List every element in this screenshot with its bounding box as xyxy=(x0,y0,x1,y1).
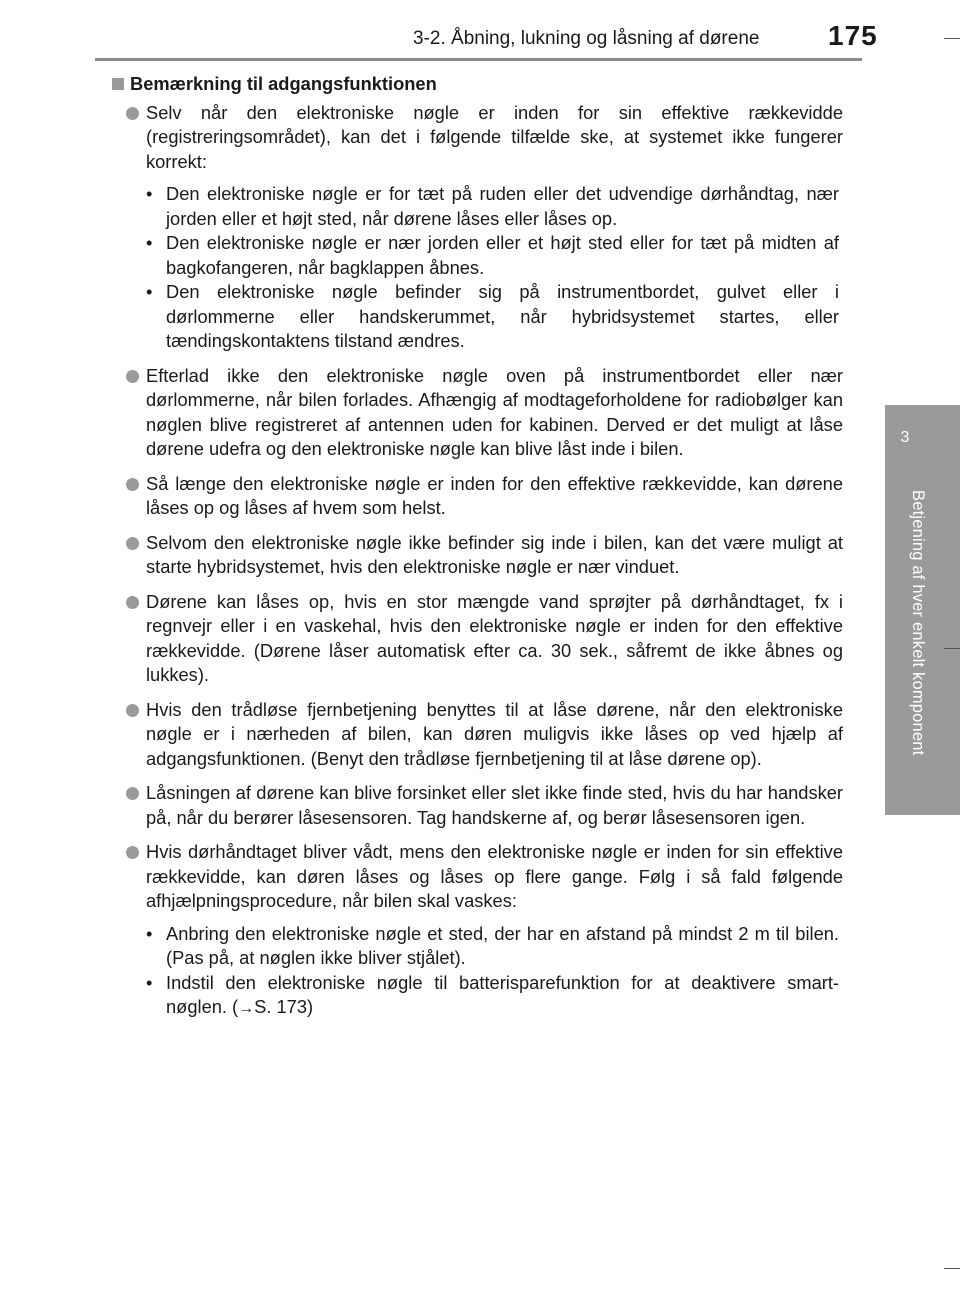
header-rule xyxy=(95,58,862,61)
chapter-number: 3 xyxy=(900,429,910,446)
bullet-dot-icon xyxy=(126,704,139,717)
header-title: 3-2. Åbning, lukning og låsning af dørene xyxy=(413,28,760,49)
item-text: Selv når den elektroniske nøgle er inden for sin effektive rækkevidde (registreringsområdet), kan det i følgende tilfælde ske, at systemet ikke fungerer korrekt: xyxy=(146,101,843,172)
list-item xyxy=(110,698,843,772)
sub-item xyxy=(146,280,839,354)
sub-item xyxy=(146,971,839,1022)
bullet-dot-icon xyxy=(126,787,139,800)
sub-bullet-icon: • xyxy=(146,232,153,253)
item-text: Så længe den elektroniske nøgle er inden for den effektive rækkevidde, kan dørene låses op og låses af hvem som helst. xyxy=(146,472,843,518)
sub-item-text: Den elektroniske nøgle befinder sig på instrumentbordet, gulvet eller i dørlommerne eller handskerummet, når hybridsystemet startes, eller tændingskontaktens tilstand ændres. xyxy=(166,281,839,351)
list-item xyxy=(110,590,843,688)
sub-bullet-icon: • xyxy=(146,183,153,204)
bullet-dot-icon xyxy=(126,478,139,491)
page-header xyxy=(0,0,960,60)
bullet-dot-icon xyxy=(126,370,139,383)
sub-item-text: Den elektroniske nøgle er for tæt på ruden eller det udvendige dørhåndtag, nær jorden eller et højt sted, når dørene låses eller låses op. xyxy=(166,183,839,229)
heading-square-icon xyxy=(112,78,124,90)
sub-item xyxy=(146,231,839,280)
list-item xyxy=(110,781,843,830)
bullet-dot-icon xyxy=(126,537,139,550)
item-text: Hvis den trådløse fjernbetjening benyttes til at låse dørene, når den elektroniske nøgle er i nærheden af bilen, kan døren muligvis ikke låses op ved hjælp af adgangsfunktionen. (Benyt den trådløse fjernbetjening til at låse dørene op). xyxy=(146,698,843,769)
section-heading-text: Bemærkning til adgangsfunktionen xyxy=(130,73,437,94)
sub-item-text: Indstil den elektroniske nøgle til batterisparefunktion for at deaktivere smart-nøglen. ( xyxy=(166,971,839,1017)
list-item xyxy=(110,364,843,462)
item-text: Selvom den elektroniske nøgle ikke befinder sig inde i bilen, kan det være muligt at starte hybridsystemet, hvis den elektroniske nøgle er nær vinduet. xyxy=(146,531,843,577)
item-text: Hvis dørhåndtaget bliver vådt, mens den elektroniske nøgle er inden for sin effektive rækkevidde, kan døren låses og låses op flere gange. Følg i så fald følgende afhjælpningsprocedure, når bilen skal vaskes: xyxy=(146,841,843,911)
item-text: Låsningen af dørene kan blive forsinket eller slet ikke finde sted, hvis du har handsker på, når du berører låsesensoren. Tag handskerne af, og berør låsesensoren igen. xyxy=(146,782,843,828)
crop-mark xyxy=(944,648,960,649)
chapter-title: Betjening af hver enkelt komponent xyxy=(909,490,927,756)
sub-item-text: Den elektroniske nøgle er nær jorden eller et højt sted eller for tæt på midten af bagkofangeren, når bagklappen åbnes. xyxy=(166,232,839,278)
crop-mark xyxy=(944,1268,960,1269)
main-content xyxy=(110,72,843,1032)
item-text: Dørene kan låses op, hvis en stor mængde vand sprøjter på dørhåndtaget, fx i regnvejr eller i en vaskehal, hvis den elektroniske nøgle er inden for den effektive rækkevidde. (Dørene låser automatisk efter ca. 30 sek., såfremt de ikke åbnes og lukkes). xyxy=(146,590,843,685)
bullet-dot-icon xyxy=(126,596,139,609)
list-item xyxy=(110,840,843,1022)
sub-bullet-icon: • xyxy=(146,971,153,993)
sub-item-text: Anbring den elektroniske nøgle et sted, der har en afstand på mindst 2 m til bilen. (Pas på, at nøglen ikke bliver stjålet). xyxy=(166,922,839,968)
sub-item xyxy=(146,182,839,231)
crop-mark xyxy=(944,38,960,39)
page-reference-arrow-icon: → xyxy=(238,1000,255,1017)
list-item xyxy=(110,101,843,354)
sub-bullet-icon: • xyxy=(146,281,153,302)
page-number: 175 xyxy=(828,20,878,51)
sub-list xyxy=(146,922,843,1022)
sub-list xyxy=(146,182,843,354)
page-reference-link[interactable]: S. 173) xyxy=(254,996,314,1017)
item-text: Efterlad ikke den elektroniske nøgle oven på instrumentbordet eller nær dørlommerne, når bilen forlades. Afhængig af modtageforholdene for radiobølger kan nøglen blive registreret af antennen uden for kabinen. Derved er det muligt at låse dørene udefra og den elektroniske nøgle kan blive låst inde i bilen. xyxy=(146,364,843,459)
sub-bullet-icon: • xyxy=(146,922,153,944)
section-heading xyxy=(110,72,843,97)
list-item xyxy=(110,472,843,521)
bullet-dot-icon xyxy=(126,846,139,859)
sub-item xyxy=(146,922,839,971)
list-item xyxy=(110,531,843,580)
bullet-dot-icon xyxy=(126,107,139,120)
